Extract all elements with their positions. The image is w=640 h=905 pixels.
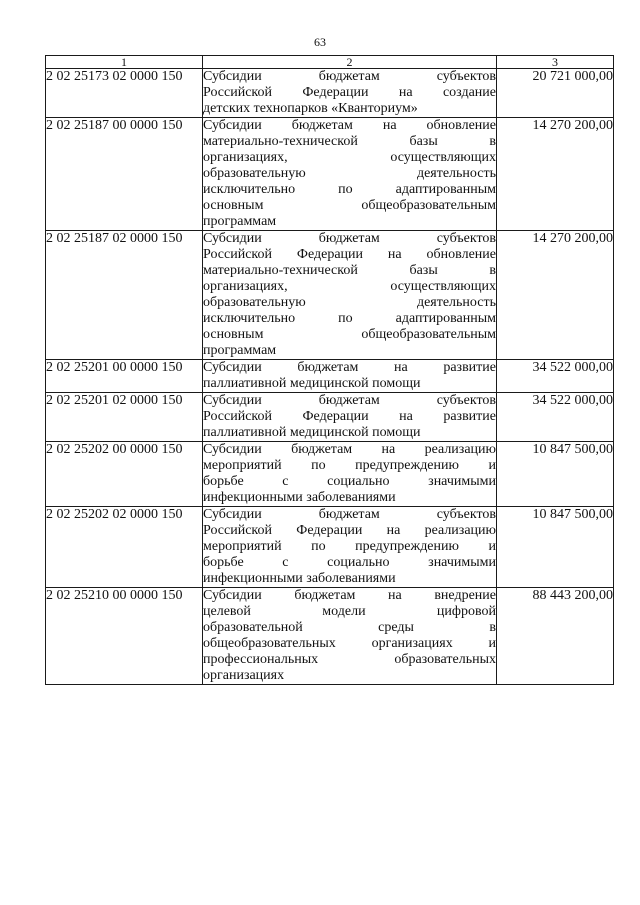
description-cell xyxy=(203,69,497,118)
description-line: Субсидии бюджетам на реализацию xyxy=(203,442,496,457)
column-header-amount: 3 xyxy=(497,56,614,69)
amount-cell: 34 522 000,00 xyxy=(497,393,614,442)
description-line: Субсидии бюджетам на внедрение xyxy=(203,588,496,603)
description-line: организациях xyxy=(203,668,285,683)
table-body xyxy=(46,69,614,685)
description-line: Российской Федерации на развитие xyxy=(203,409,496,424)
revenue-code-cell: 2 02 25202 02 0000 150 xyxy=(46,507,203,588)
description-line: организациях, осуществляющих xyxy=(203,150,496,165)
amount-cell: 20 721 000,00 xyxy=(497,69,614,118)
revenue-code-cell: 2 02 25201 00 0000 150 xyxy=(46,360,203,393)
description-line: программам xyxy=(203,214,277,229)
description-line: основным общеобразовательным xyxy=(203,198,496,213)
description-line: паллиативной медицинской помощи xyxy=(203,425,421,440)
table-header-row xyxy=(46,56,614,69)
page-number: 63 xyxy=(314,35,326,49)
table-row xyxy=(46,507,614,588)
amount-cell: 10 847 500,00 xyxy=(497,507,614,588)
description-line: исключительно по адаптированным xyxy=(203,182,496,197)
description-line: Субсидии бюджетам на развитие xyxy=(203,360,496,375)
description-line: профессиональных образовательных xyxy=(203,652,496,667)
description-line: мероприятий по предупреждению и xyxy=(203,458,496,473)
description-line: детских технопарков «Кванториум» xyxy=(203,101,418,116)
description-line: целевой модели цифровой xyxy=(203,604,496,619)
revenue-code-cell: 2 02 25187 00 0000 150 xyxy=(46,118,203,231)
revenue-code-cell: 2 02 25201 02 0000 150 xyxy=(46,393,203,442)
description-line: организациях, осуществляющих xyxy=(203,279,496,294)
revenue-code-cell: 2 02 25173 02 0000 150 xyxy=(46,69,203,118)
description-line: материально-технической базы в xyxy=(203,134,496,149)
description-line: общеобразовательных организациях и xyxy=(203,636,496,651)
description-line: борьбе с социально значимыми xyxy=(203,555,496,570)
description-line: исключительно по адаптированным xyxy=(203,311,496,326)
column-header-code: 1 xyxy=(46,56,203,69)
description-line: основным общеобразовательным xyxy=(203,327,496,342)
description-line: инфекционными заболеваниями xyxy=(203,490,396,505)
revenue-code-cell: 2 02 25202 00 0000 150 xyxy=(46,442,203,507)
description-line: программам xyxy=(203,343,277,358)
description-line: Субсидии бюджетам субъектов xyxy=(203,231,496,246)
description-line: Российской Федерации на обновление xyxy=(203,247,496,262)
description-line: инфекционными заболеваниями xyxy=(203,571,396,586)
description-line: образовательную деятельность xyxy=(203,295,496,310)
description-line: Российской Федерации на создание xyxy=(203,85,496,100)
description-line: материально-технической базы в xyxy=(203,263,496,278)
table-row xyxy=(46,69,614,118)
amount-cell: 14 270 200,00 xyxy=(497,231,614,360)
table-row xyxy=(46,393,614,442)
description-cell xyxy=(203,231,497,360)
amount-cell: 14 270 200,00 xyxy=(497,118,614,231)
description-cell xyxy=(203,442,497,507)
column-header-description: 2 xyxy=(203,56,497,69)
amount-cell: 34 522 000,00 xyxy=(497,360,614,393)
description-line: Субсидии бюджетам субъектов xyxy=(203,507,496,522)
description-cell xyxy=(203,393,497,442)
description-line: Российской Федерации на реализацию xyxy=(203,523,496,538)
revenue-code-cell: 2 02 25210 00 0000 150 xyxy=(46,588,203,685)
description-line: образовательной среды в xyxy=(203,620,496,635)
description-line: мероприятий по предупреждению и xyxy=(203,539,496,554)
table-row xyxy=(46,360,614,393)
table-row xyxy=(46,231,614,360)
description-line: Субсидии бюджетам субъектов xyxy=(203,69,496,84)
table-row xyxy=(46,442,614,507)
description-line: Субсидии бюджетам субъектов xyxy=(203,393,496,408)
description-line: образовательную деятельность xyxy=(203,166,496,181)
description-cell xyxy=(203,507,497,588)
description-line: борьбе с социально значимыми xyxy=(203,474,496,489)
budget-revenue-table xyxy=(45,55,614,685)
amount-cell: 88 443 200,00 xyxy=(497,588,614,685)
description-cell xyxy=(203,118,497,231)
revenue-code-cell: 2 02 25187 02 0000 150 xyxy=(46,231,203,360)
description-cell xyxy=(203,588,497,685)
table-row xyxy=(46,118,614,231)
amount-cell: 10 847 500,00 xyxy=(497,442,614,507)
description-line: Субсидии бюджетам на обновление xyxy=(203,118,496,133)
table-row xyxy=(46,588,614,685)
description-cell xyxy=(203,360,497,393)
description-line: паллиативной медицинской помощи xyxy=(203,376,421,391)
